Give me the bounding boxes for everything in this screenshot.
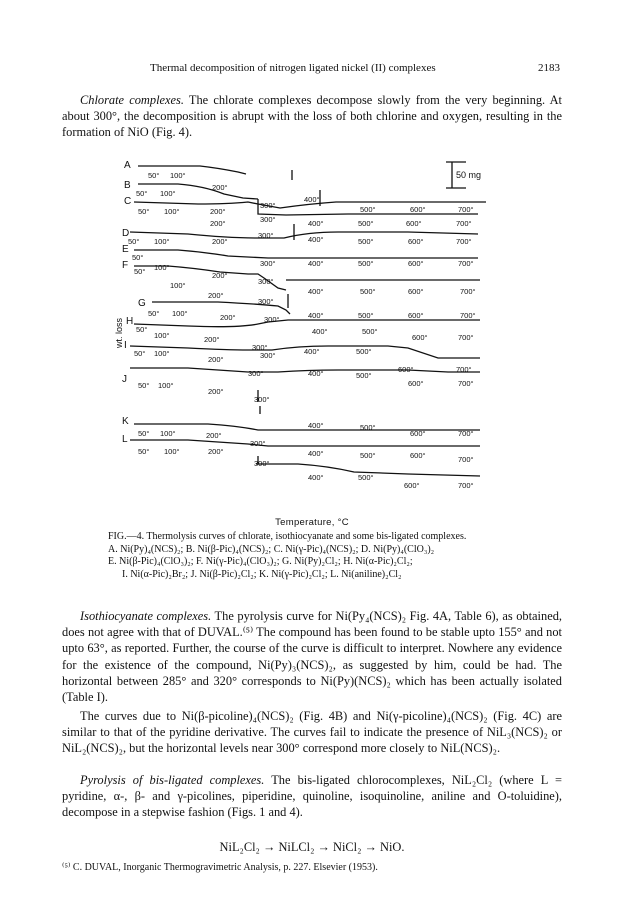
tick-label: 300°	[260, 201, 276, 210]
tick-label: 100°	[160, 429, 176, 438]
footnote: ⁽⁵⁾ C. DUVAL, Inorganic Thermogravimetric Analysis, p. 227. Elsevier (1953).	[62, 862, 378, 873]
tick-label: 400°	[304, 195, 320, 204]
tick-label: 600°	[410, 429, 426, 438]
reaction-formula: NiL₂Cl₂ → NiLCl₂ → NiCl₂ → NiO.	[219, 840, 405, 854]
tick-label: 700°	[460, 287, 476, 296]
tick-label: 600°	[408, 287, 424, 296]
tick-label: 200°	[220, 313, 236, 322]
tick-label: 100°	[160, 189, 176, 198]
tick-label: 500°	[358, 219, 374, 228]
curve-b	[138, 184, 258, 199]
tick-label: 400°	[312, 327, 328, 336]
tick-label: 700°	[458, 379, 474, 388]
tick-label: 500°	[358, 311, 374, 320]
tick-label: 600°	[408, 311, 424, 320]
curve-d	[130, 232, 478, 238]
tick-label: 50°	[148, 171, 160, 180]
tick-label: 600°	[408, 379, 424, 388]
tick-label: 500°	[356, 347, 372, 356]
paragraph-bis-ligated	[62, 772, 562, 821]
tick-label: 50°	[138, 381, 150, 390]
tick-label: 300°	[260, 351, 276, 360]
tick-label: 100°	[154, 331, 170, 340]
curve-letter-f: F	[122, 260, 129, 271]
tick-label: 50°	[136, 325, 148, 334]
paragraph-picoline-text: The curves due to Ni(β-picoline)₄(NCS)₂ (Fig. 4B) and Ni(γ-picoline)₄(NCS)₂ (Fig. 4C) are similar to that of the pyridine derivative. The curves fail to indicate the presence of NiL₃(NCS)₂ or NiL₂(NCS)₂, but the horizontal levels near 300° correspond more closely to NiL(NCS)₂.	[62, 709, 562, 756]
tick-label: 50°	[138, 429, 150, 438]
tick-label: 100°	[154, 349, 170, 358]
tick-label: 50°	[134, 267, 146, 276]
curve-h	[134, 320, 480, 327]
page-number: 2183	[538, 62, 560, 74]
thermolysis-figure	[108, 158, 508, 518]
tick-label: 400°	[308, 449, 324, 458]
tick-label: 300°	[248, 369, 264, 378]
tick-label: 400°	[308, 369, 324, 378]
curve-letter-a: A	[124, 160, 131, 171]
section-lead-bis-ligated: Pyrolysis of bis-ligated complexes.	[80, 773, 265, 787]
tick-label: 300°	[264, 315, 280, 324]
tick-label: 300°	[258, 297, 274, 306]
tick-label: 400°	[304, 347, 320, 356]
scale-bar-label: 50 mg	[456, 170, 482, 180]
tick-label: 400°	[308, 259, 324, 268]
tick-label: 50°	[138, 447, 150, 456]
curve-letter-d: D	[122, 228, 130, 239]
figure-caption	[108, 531, 548, 581]
tick-label: 100°	[154, 237, 170, 246]
curve-letter-c: C	[124, 196, 132, 207]
curve-j	[130, 368, 480, 372]
tick-label: 500°	[358, 259, 374, 268]
tick-label: 200°	[208, 447, 224, 456]
paragraph-isothiocyanate	[62, 608, 562, 705]
tick-label: 500°	[362, 327, 378, 336]
tick-label: 500°	[360, 205, 376, 214]
tick-label: 700°	[458, 333, 474, 342]
tick-label: 50°	[148, 309, 160, 318]
tick-label: 300°	[258, 277, 274, 286]
curve-letter-e: E	[122, 244, 129, 255]
tick-label: 300°	[252, 343, 268, 352]
tick-label: 500°	[360, 451, 376, 460]
curve-k	[134, 424, 480, 430]
tick-label: 700°	[458, 259, 474, 268]
tick-label: 200°	[212, 237, 228, 246]
paragraph-bis-ligated-text: The bis-ligated chlorocomplexes, NiL₂Cl₂ (where L = pyridine, α-, β- and γ-picolines, piperidine, quinoline, isoquinoline, aniline and O-toluidine), decompose in a stepwise fashion (Figs. 1 and 4).	[62, 773, 562, 820]
tick-label: 600°	[408, 237, 424, 246]
section-lead-chlorate: Chlorate complexes.	[80, 93, 184, 107]
caption-line-3: I. Ni(α-Pic)₂Br₂; J. Ni(β-Pic)₂Cl₂; K. Ni(γ-Pic)₂Cl₂; L. Ni(aniline)₂Cl₂	[122, 568, 402, 580]
y-axis-label: wt. loss	[114, 317, 124, 348]
tick-label: 300°	[260, 215, 276, 224]
curve-letter-h: H	[126, 316, 134, 327]
paragraph-isothiocyanate-text: The pyrolysis curve for Ni(Py₄(NCS)₂ Fig. 4A, Table 6), as obtained, does not agree with that of DUVAL.⁽⁵⁾ The compound has been found to be stable upto 155° and not upto 63°, as reported. Further, the course of the curve is difficult to interpret. Nowhere any evidence for the existence of the compound, Ni(Py)₃(NCS)₂, as suggested by him, could be had. The horizontal between 285° and 320° corresponds to Ni(Py)(NCS)₂ which has been actually isolated (Table I).	[62, 609, 562, 705]
tick-label: 50°	[132, 253, 144, 262]
tick-label: 600°	[404, 481, 420, 490]
tick-label: 500°	[360, 423, 376, 432]
tick-label: 100°	[170, 281, 186, 290]
tick-label: 100°	[170, 171, 186, 180]
tick-label: 400°	[308, 421, 324, 430]
tick-label: 200°	[210, 207, 226, 216]
tick-label: 400°	[308, 311, 324, 320]
tick-label: 600°	[406, 219, 422, 228]
tick-label: 200°	[208, 291, 224, 300]
curve-letter-i: I	[124, 340, 127, 351]
tick-label: 400°	[308, 235, 324, 244]
paragraph-chlorate-text: The chlorate complexes decompose slowly from the very beginning. At about 300°, the decomposition is abrupt with the loss of both chlorine and oxygen, resulting in the formation of NiO (Fig. 4).	[62, 93, 562, 140]
tick-label: 400°	[308, 219, 324, 228]
tick-label: 100°	[154, 263, 170, 272]
tick-label: 500°	[360, 287, 376, 296]
curve-e	[134, 250, 478, 258]
curve-l	[130, 440, 480, 446]
tick-label: 400°	[308, 473, 324, 482]
x-axis-label: Temperature, °C	[275, 517, 349, 528]
tick-label: 300°	[254, 395, 270, 404]
tick-label: 700°	[458, 429, 474, 438]
tick-label: 200°	[208, 387, 224, 396]
tick-label: 700°	[458, 455, 474, 464]
tick-label: 700°	[456, 365, 472, 374]
tick-label: 50°	[134, 349, 146, 358]
tick-label: 600°	[410, 451, 426, 460]
curve-letter-j: J	[122, 374, 127, 385]
tick-label: 600°	[408, 259, 424, 268]
tick-label: 100°	[172, 309, 188, 318]
tick-label: 50°	[128, 237, 140, 246]
tick-label: 700°	[458, 481, 474, 490]
tick-label: 200°	[210, 219, 226, 228]
tick-label: 100°	[164, 207, 180, 216]
tick-label: 300°	[258, 231, 274, 240]
tick-label: 300°	[250, 439, 266, 448]
tick-label: 500°	[358, 473, 374, 482]
tick-label: 600°	[410, 205, 426, 214]
tick-label: 50°	[138, 207, 150, 216]
tick-label: 500°	[358, 237, 374, 246]
tick-label: 300°	[254, 459, 270, 468]
tick-label: 200°	[204, 335, 220, 344]
section-lead-isothiocyanate: Isothiocyanate complexes.	[80, 609, 212, 623]
tick-label: 700°	[458, 205, 474, 214]
tick-label: 200°	[212, 271, 228, 280]
tick-label: 600°	[412, 333, 428, 342]
tick-label: 700°	[456, 219, 472, 228]
tick-label: 100°	[164, 447, 180, 456]
curve-letter-g: G	[138, 298, 146, 309]
caption-line-2: E. Ni(β-Pic)₄(ClO₃)₂; F. Ni(γ-Pic)₄(ClO₃)₂; G. Ni(Py)₂Cl₂; H. Ni(α-Pic)₂Cl₂;	[108, 556, 413, 568]
tick-label: 200°	[206, 431, 222, 440]
tick-label: 100°	[158, 381, 174, 390]
curve-letter-l: L	[122, 434, 128, 445]
tick-label: 500°	[356, 371, 372, 380]
curve-letter-b: B	[124, 180, 131, 191]
tick-label: 300°	[260, 259, 276, 268]
tick-label: 200°	[212, 183, 228, 192]
tick-label: 50°	[136, 189, 148, 198]
paragraph-chlorate	[62, 92, 562, 141]
tick-label: 400°	[308, 287, 324, 296]
tick-label: 200°	[208, 355, 224, 364]
tick-label: 600°	[398, 365, 414, 374]
caption-title: FIG.—4. Thermolysis curves of chlorate, isothiocyanate and some bis-ligated complexes.	[108, 531, 467, 542]
tick-label: 700°	[460, 311, 476, 320]
caption-line-1: A. Ni(Py)₄(NCS)₂; B. Ni(β-Pic)₄(NCS)₂; C. Ni(γ-Pic)₄(NCS)₂; D. Ni(Py)₄(ClO₃)₂	[108, 543, 435, 555]
paragraph-picoline	[62, 708, 562, 757]
curve-letter-k: K	[122, 416, 129, 427]
tick-label: 700°	[456, 237, 472, 246]
running-title: Thermal decomposition of nitrogen ligated nickel (II) complexes	[150, 62, 436, 74]
